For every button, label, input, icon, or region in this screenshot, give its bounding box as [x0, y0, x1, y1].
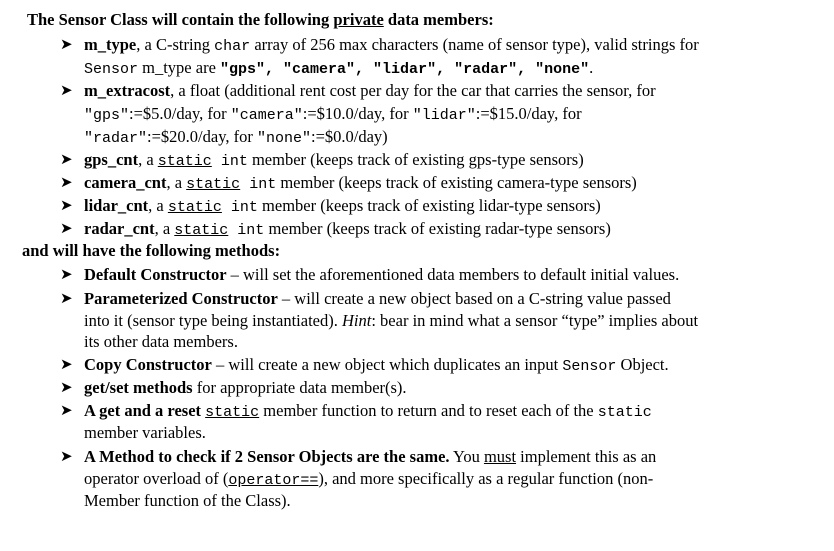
code-radar: "radar"	[84, 130, 148, 147]
bullet-icon: ➤	[60, 357, 73, 373]
member-desc: member (keeps track of existing gps-type sensors)	[247, 150, 584, 169]
member-m-extracost-l2	[84, 103, 582, 127]
code-lidar: "lidar"	[412, 107, 476, 124]
member-desc: :=$20.0/day, for	[147, 127, 257, 146]
code-sensor: Sensor	[84, 61, 139, 78]
bullet-icon: ➤	[60, 449, 73, 465]
bullet-icon: ➤	[60, 291, 73, 307]
intro-heading	[27, 9, 494, 31]
member-desc: member (keeps track of existing lidar-type sensors)	[257, 196, 601, 215]
member-name: lidar_cnt	[84, 196, 149, 215]
method-desc: – will set the aforementioned data members to default initial values.	[226, 265, 680, 284]
member-desc: , a	[148, 196, 168, 215]
method-desc: Object.	[616, 355, 669, 374]
member-desc: .	[589, 58, 594, 77]
method-desc: ), and more specifically as a regular function (non-	[318, 469, 654, 488]
method-default-constructor	[84, 264, 679, 286]
code-int: int	[211, 153, 248, 170]
intro-text-end: data members:	[383, 10, 494, 29]
member-desc: :=$10.0/day, for	[302, 104, 413, 123]
member-desc: m_type are	[138, 58, 221, 77]
bullet-icon: ➤	[60, 83, 73, 99]
method-get-set	[84, 377, 407, 399]
method-desc: – will create a new object based on a C-string value passed	[277, 289, 671, 308]
code-operator-eq: operator==	[228, 472, 319, 489]
member-name: camera_cnt	[84, 173, 167, 192]
code-static: static	[597, 404, 652, 421]
member-desc: :=$15.0/day, for	[475, 104, 582, 123]
method-param-constructor-l3: its other data members.	[84, 332, 238, 351]
bullet-icon: ➤	[60, 221, 73, 237]
member-desc: array of 256 max characters (name of sensor type), valid strings for	[250, 35, 699, 54]
member-lidar-cnt	[84, 195, 601, 219]
member-desc: member (keeps track of existing radar-type sensors)	[264, 219, 611, 238]
member-m-extracost-l3	[84, 126, 388, 150]
method-desc: member function to return and to reset each of the	[259, 401, 598, 420]
code-static: static	[205, 404, 260, 421]
bullet-icon: ➤	[60, 403, 73, 419]
method-title: A Method to check if 2 Sensor Objects are the same.	[84, 447, 450, 466]
method-static-get-reset	[84, 400, 652, 424]
member-radar-cnt	[84, 218, 611, 242]
method-equality-l2	[84, 468, 653, 492]
method-desc: implement this as an	[516, 447, 657, 466]
code-static: static	[167, 199, 222, 216]
method-desc: operator overload of (	[84, 469, 229, 488]
member-name: radar_cnt	[84, 219, 155, 238]
method-title: get/set methods	[84, 378, 193, 397]
method-desc: into it (sensor type being instantiated).	[84, 311, 342, 330]
member-desc: , a float (additional rent cost per day for the car that carries the sensor, for	[170, 81, 656, 100]
intro-text: The Sensor Class will contain the following	[27, 10, 334, 29]
method-equality	[84, 446, 656, 468]
code-gps: "gps"	[84, 107, 130, 124]
member-desc: member (keeps track of existing camera-type sensors)	[276, 173, 637, 192]
code-int: int	[240, 176, 277, 193]
method-title: A get and a reset	[84, 401, 206, 420]
methods-heading: and will have the following methods:	[22, 241, 281, 260]
bullet-icon: ➤	[60, 152, 73, 168]
code-static: static	[174, 222, 229, 239]
bullet-icon: ➤	[60, 380, 73, 396]
member-m-type	[84, 34, 699, 58]
code-int: int	[221, 199, 258, 216]
method-desc: – will create a new object which duplicates an input	[211, 355, 563, 374]
method-param-constructor-l2	[84, 310, 698, 332]
method-title: Copy Constructor	[84, 355, 212, 374]
code-static: static	[186, 176, 241, 193]
code-valid-strings: "gps", "camera", "lidar", "radar", "none"	[220, 61, 590, 78]
member-name: m_extracost	[84, 81, 171, 100]
method-param-constructor	[84, 288, 671, 310]
member-m-type-cont	[84, 57, 593, 81]
member-desc: , a	[138, 150, 158, 169]
code-none: "none"	[256, 130, 311, 147]
method-copy-constructor	[84, 354, 669, 378]
code-int: int	[228, 222, 265, 239]
method-title: Default Constructor	[84, 265, 227, 284]
member-name: gps_cnt	[84, 150, 139, 169]
method-title: Parameterized Constructor	[84, 289, 278, 308]
code-camera: "camera"	[230, 107, 303, 124]
bullet-icon: ➤	[60, 267, 73, 283]
member-desc: :=$0.0/day)	[311, 127, 388, 146]
hint-italic: Hint	[342, 311, 372, 330]
method-desc: You	[449, 447, 484, 466]
method-static-get-reset-l2: member variables.	[84, 423, 206, 442]
method-desc: for appropriate data member(s).	[192, 378, 407, 397]
bullet-icon: ➤	[60, 198, 73, 214]
member-desc: , a	[166, 173, 187, 192]
code-static: static	[157, 153, 212, 170]
code-sensor: Sensor	[562, 358, 617, 375]
method-desc: : bear in mind what a sensor “type” implies about	[371, 311, 699, 330]
member-desc: , a C-string	[136, 35, 215, 54]
member-gps-cnt	[84, 149, 584, 173]
member-desc: :=$5.0/day, for	[129, 104, 231, 123]
must-underlined: must	[483, 447, 517, 466]
member-desc: , a	[154, 219, 175, 238]
private-underlined: private	[333, 10, 384, 29]
method-equality-l3: Member function of the Class).	[84, 491, 291, 510]
member-camera-cnt	[84, 172, 637, 196]
member-m-extracost	[84, 80, 656, 102]
bullet-icon: ➤	[60, 175, 73, 191]
code-char: char	[214, 38, 251, 55]
bullet-icon: ➤	[60, 37, 73, 53]
member-name: m_type	[84, 35, 137, 54]
